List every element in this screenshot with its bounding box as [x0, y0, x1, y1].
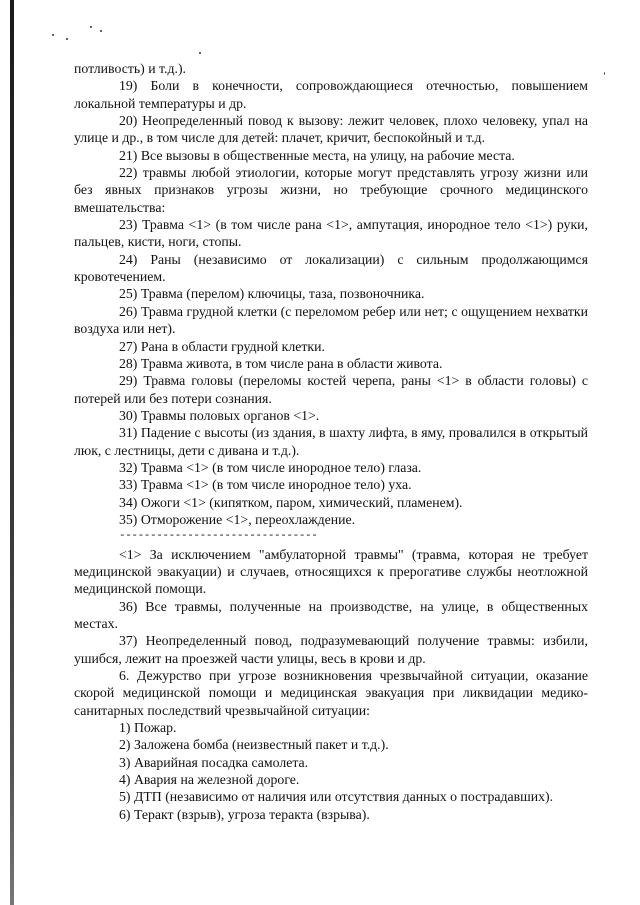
list-item-25: 25) Травма (перелом) ключицы, таза, позвоночника.	[119, 286, 425, 302]
list-item-26: 26) Травма грудной клетки (с переломом ребер или нет; с ощущением нехватки воздуха или нет).	[74, 303, 588, 337]
list-item-21: 21) Все вызовы в общественные места, на улицу, на рабочие места.	[119, 147, 515, 163]
paragraph-continuation: потливость) и т.д.).	[74, 61, 186, 76]
list-item-28: 28) Травма живота, в том числе рана в области живота.	[119, 355, 443, 371]
list-item-31: 31) Падение с высоты (из здания, в шахту лифта, в яму, провалился в открытый люк, с лестницы, дети с дивана и т.д.).	[74, 425, 588, 458]
list-item-33: 33) Травма <1> (в том числе инородное тело) уха.	[119, 477, 412, 493]
scan-speck	[199, 52, 201, 54]
list-item-29: 29) Травма головы (переломы костей черепа, раны <1> в области головы) с потерей или без потери сознания.	[74, 373, 588, 406]
list-item-37: 37) Неопределенный повод, подразумевающий получение травмы: избили, ушибся, лежит на проезжей части улицы, весь в крови и др.	[74, 633, 588, 666]
list-item-23: 23) Травма <1> (в том числе рана <1>, ампутация, инородное тело <1>) руки, пальцев, кисти, ноги, стопы.	[74, 217, 588, 250]
scan-shadow-edge	[10, 0, 14, 905]
list-item-24: 24) Раны (независимо от локализации) с сильным продолжающимся кровотечением.	[74, 251, 588, 285]
scan-speck	[52, 34, 54, 36]
list-item-30: 30) Травмы половых органов <1>.	[119, 407, 320, 423]
document-body	[74, 60, 588, 823]
list-item-34: 34) Ожоги <1> (кипятком, паром, химический, пламенем).	[119, 494, 463, 510]
list-item-19: 19) Боли в конечности, сопровождающиеся отечностью, повышением локальной температуры и др.	[74, 78, 588, 111]
section-6-item-6: 6) Теракт (взрыв), угроза теракта (взрыва).	[119, 806, 370, 822]
footnote-separator: --------------------------------	[119, 530, 318, 543]
section-6-item-1: 1) Пожар.	[119, 720, 177, 736]
scan-speck	[66, 38, 68, 40]
footnote-1: <1> За исключением "амбулаторной травмы" (травма, которая не требует медицинской эвакуации) и случаев, относящихся к прерогативе службы неотложной медицинской помощи.	[74, 546, 588, 597]
section-6-heading: 6. Дежурство при угрозе возникновения чрезвычайной ситуации, оказание скорой медицинской помощи и медицинская эвакуация при ликвидации медико-санитарных последствий чрезвычайной ситуации:	[74, 668, 588, 718]
list-item-20: 20) Неопределенный повод к вызову: лежит человек, плохо человеку, упал на улице и др., в том числе для детей: плачет, кричит, беспокойный и т.д.	[74, 113, 588, 146]
section-6-item-3: 3) Аварийная посадка самолета.	[119, 754, 309, 770]
scan-speck	[604, 72, 605, 75]
list-item-36: 36) Все травмы, полученные на производстве, на улице, в общественных местах.	[74, 598, 588, 631]
section-6-item-4: 4) Авария на железной дороге.	[119, 772, 300, 788]
scan-speck	[90, 26, 92, 28]
list-item-22: 22) травмы любой этиологии, которые могут представлять угрозу жизни или без явных признаков угрозы жизни, но требующие срочного медицинского вмешательства:	[74, 165, 588, 215]
list-item-35: 35) Отморожение <1>, переохлаждение.	[119, 511, 356, 527]
list-item-32: 32) Травма <1> (в том числе инородное тело) глаза.	[119, 459, 422, 475]
section-6-item-5: 5) ДТП (независимо от наличия или отсутствия данных о пострадавших).	[119, 789, 554, 805]
scan-speck	[100, 30, 102, 32]
section-6-item-2: 2) Заложена бомба (неизвестный пакет и т.д.).	[119, 737, 389, 753]
list-item-27: 27) Рана в области грудной клетки.	[119, 338, 325, 354]
